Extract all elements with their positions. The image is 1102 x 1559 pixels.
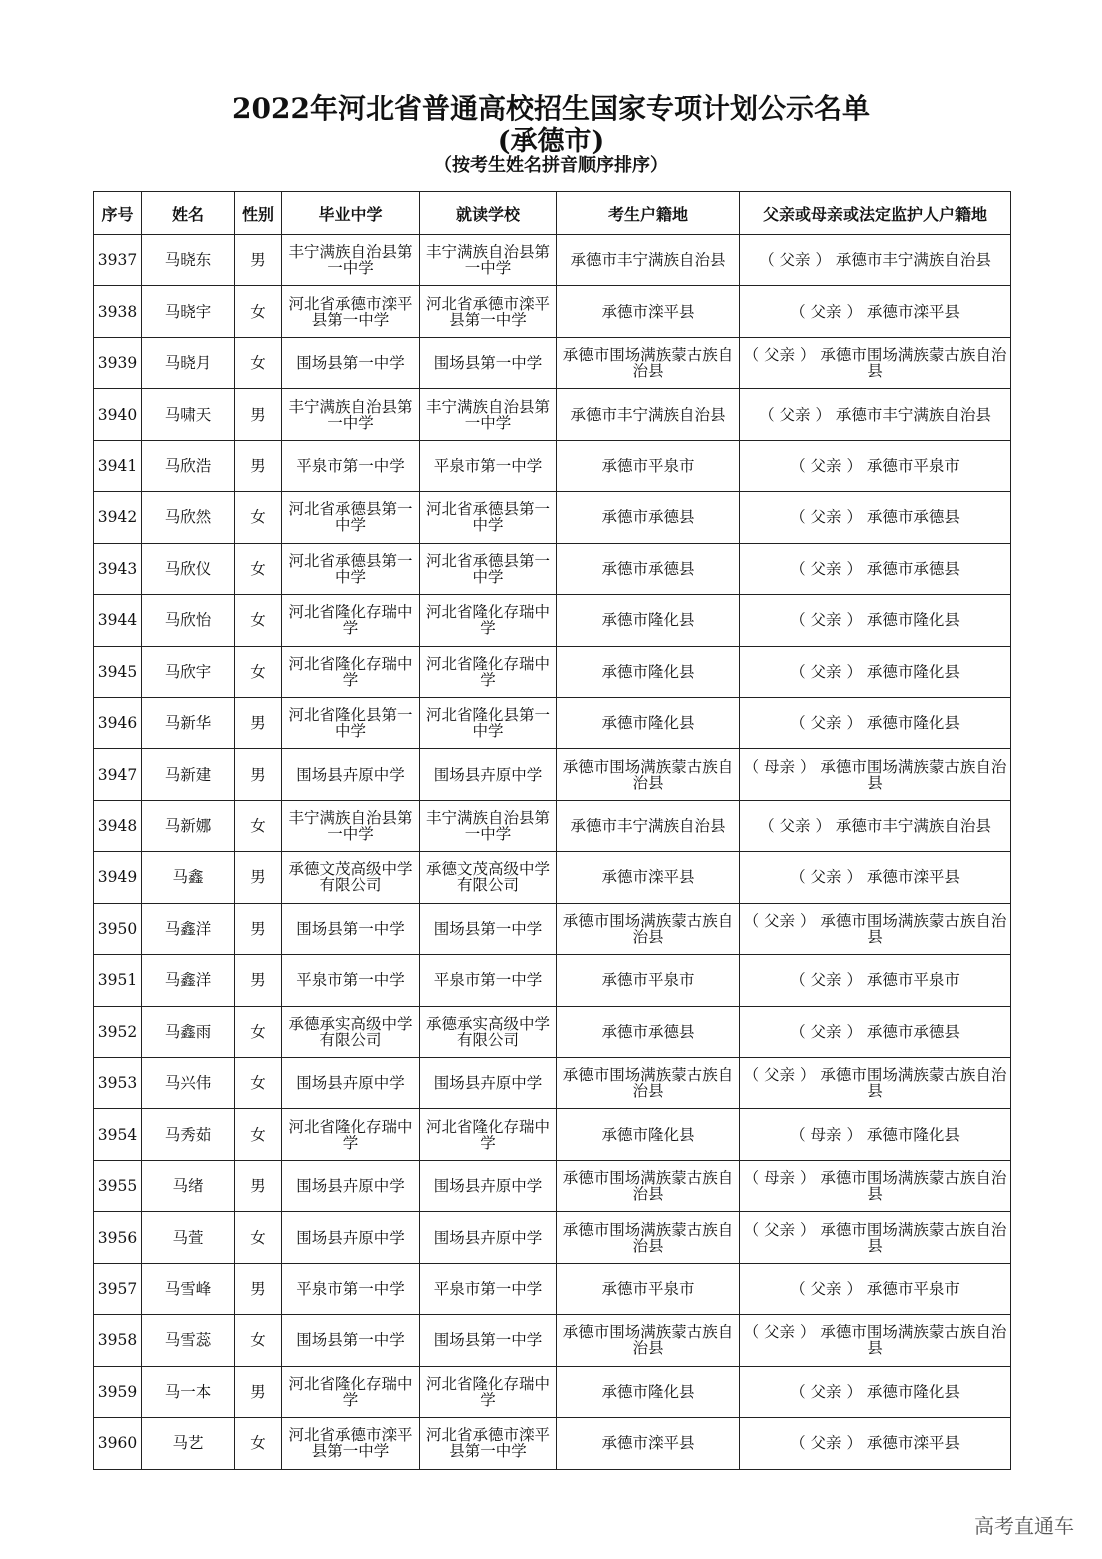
cell-current-school: 河北省承德市滦平县第一中学 <box>420 286 557 337</box>
table-row <box>94 749 1011 800</box>
cell-gender: 男 <box>235 903 282 954</box>
cell-household: 承德市围场满族蒙古族自治县 <box>557 1315 740 1366</box>
cell-household: 承德市丰宁满族自治县 <box>557 235 740 286</box>
cell-guardian-household: （ 父亲 ） 承德市围场满族蒙古族自治县 <box>740 1058 1011 1109</box>
cell-name: 马欣宇 <box>142 646 235 697</box>
column-header-current-school: 就读学校 <box>420 192 557 235</box>
column-header-name: 姓名 <box>142 192 235 235</box>
cell-grad-school: 围场县卉原中学 <box>282 749 420 800</box>
cell-household: 承德市隆化县 <box>557 1366 740 1417</box>
cell-seq: 3958 <box>94 1315 142 1366</box>
cell-gender: 男 <box>235 955 282 1006</box>
cell-household: 承德市隆化县 <box>557 697 740 748</box>
cell-grad-school: 河北省承德县第一中学 <box>282 543 420 594</box>
cell-guardian-household: （ 母亲 ） 承德市围场满族蒙古族自治县 <box>740 749 1011 800</box>
cell-guardian-household: （ 父亲 ） 承德市丰宁满族自治县 <box>740 235 1011 286</box>
cell-grad-school: 河北省承德市滦平县第一中学 <box>282 286 420 337</box>
table-row <box>94 1263 1011 1314</box>
cell-guardian-household: （ 母亲 ） 承德市围场满族蒙古族自治县 <box>740 1160 1011 1211</box>
cell-name: 马鑫洋 <box>142 903 235 954</box>
cell-gender: 女 <box>235 595 282 646</box>
cell-name: 马鑫 <box>142 852 235 903</box>
table-row <box>94 440 1011 491</box>
table-row <box>94 337 1011 388</box>
cell-seq: 3954 <box>94 1109 142 1160</box>
cell-household: 承德市隆化县 <box>557 646 740 697</box>
cell-grad-school: 河北省隆化存瑞中学 <box>282 1109 420 1160</box>
cell-grad-school: 平泉市第一中学 <box>282 1263 420 1314</box>
cell-gender: 女 <box>235 646 282 697</box>
cell-gender: 女 <box>235 1006 282 1057</box>
cell-name: 马兴伟 <box>142 1058 235 1109</box>
cell-name: 马晓东 <box>142 235 235 286</box>
cell-current-school: 承德承实高级中学有限公司 <box>420 1006 557 1057</box>
cell-grad-school: 河北省承德县第一中学 <box>282 492 420 543</box>
cell-seq: 3956 <box>94 1212 142 1263</box>
cell-seq: 3947 <box>94 749 142 800</box>
cell-grad-school: 河北省隆化县第一中学 <box>282 697 420 748</box>
cell-household: 承德市滦平县 <box>557 852 740 903</box>
cell-name: 马萱 <box>142 1212 235 1263</box>
cell-current-school: 围场县第一中学 <box>420 903 557 954</box>
cell-current-school: 承德文茂高级中学有限公司 <box>420 852 557 903</box>
cell-current-school: 平泉市第一中学 <box>420 440 557 491</box>
cell-current-school: 平泉市第一中学 <box>420 955 557 1006</box>
cell-guardian-household: （ 父亲 ） 承德市承德县 <box>740 492 1011 543</box>
cell-current-school: 围场县卉原中学 <box>420 1058 557 1109</box>
cell-current-school: 平泉市第一中学 <box>420 1263 557 1314</box>
cell-name: 马鑫雨 <box>142 1006 235 1057</box>
cell-name: 马一本 <box>142 1366 235 1417</box>
cell-gender: 男 <box>235 697 282 748</box>
table-row <box>94 235 1011 286</box>
watermark: 高考直通车 <box>974 1514 1074 1538</box>
cell-seq: 3943 <box>94 543 142 594</box>
cell-household: 承德市平泉市 <box>557 1263 740 1314</box>
cell-household: 承德市承德县 <box>557 492 740 543</box>
cell-current-school: 围场县卉原中学 <box>420 749 557 800</box>
cell-guardian-household: （ 父亲 ） 承德市围场满族蒙古族自治县 <box>740 1212 1011 1263</box>
cell-name: 马新建 <box>142 749 235 800</box>
cell-household: 承德市丰宁满族自治县 <box>557 389 740 440</box>
cell-gender: 男 <box>235 235 282 286</box>
table-body <box>94 235 1011 1470</box>
cell-seq: 3939 <box>94 337 142 388</box>
cell-guardian-household: （ 父亲 ） 承德市平泉市 <box>740 955 1011 1006</box>
cell-gender: 男 <box>235 1366 282 1417</box>
cell-seq: 3938 <box>94 286 142 337</box>
cell-household: 承德市平泉市 <box>557 955 740 1006</box>
student-list-table <box>93 191 1011 1470</box>
table-row <box>94 1058 1011 1109</box>
table-row <box>94 286 1011 337</box>
cell-current-school: 河北省承德县第一中学 <box>420 492 557 543</box>
cell-gender: 女 <box>235 1315 282 1366</box>
cell-grad-school: 围场县第一中学 <box>282 337 420 388</box>
table-row <box>94 1418 1011 1469</box>
cell-gender: 女 <box>235 543 282 594</box>
cell-household: 承德市围场满族蒙古族自治县 <box>557 1212 740 1263</box>
cell-seq: 3950 <box>94 903 142 954</box>
cell-current-school: 围场县卉原中学 <box>420 1212 557 1263</box>
cell-current-school: 河北省隆化存瑞中学 <box>420 646 557 697</box>
cell-name: 马鑫洋 <box>142 955 235 1006</box>
cell-guardian-household: （ 父亲 ） 承德市平泉市 <box>740 1263 1011 1314</box>
column-header-guardian-household: 父亲或母亲或法定监护人户籍地 <box>740 192 1011 235</box>
cell-grad-school: 围场县第一中学 <box>282 903 420 954</box>
table-row <box>94 1109 1011 1160</box>
cell-seq: 3942 <box>94 492 142 543</box>
cell-current-school: 丰宁满族自治县第一中学 <box>420 235 557 286</box>
cell-name: 马雪蕊 <box>142 1315 235 1366</box>
cell-name: 马欣怡 <box>142 595 235 646</box>
cell-seq: 3960 <box>94 1418 142 1469</box>
cell-grad-school: 围场县第一中学 <box>282 1315 420 1366</box>
cell-current-school: 丰宁满族自治县第一中学 <box>420 800 557 851</box>
cell-name: 马新华 <box>142 697 235 748</box>
cell-grad-school: 河北省隆化存瑞中学 <box>282 646 420 697</box>
cell-seq: 3957 <box>94 1263 142 1314</box>
column-header-household: 考生户籍地 <box>557 192 740 235</box>
cell-current-school: 丰宁满族自治县第一中学 <box>420 389 557 440</box>
page-title: 2022年河北省普通高校招生国家专项计划公示名单 <box>232 92 870 125</box>
cell-gender: 女 <box>235 337 282 388</box>
cell-name: 马欣浩 <box>142 440 235 491</box>
cell-seq: 3955 <box>94 1160 142 1211</box>
cell-name: 马绪 <box>142 1160 235 1211</box>
cell-current-school: 河北省承德县第一中学 <box>420 543 557 594</box>
table-row <box>94 1212 1011 1263</box>
cell-name: 马啸天 <box>142 389 235 440</box>
table-row <box>94 492 1011 543</box>
cell-household: 承德市平泉市 <box>557 440 740 491</box>
page-subtitle-city: (承德市) <box>497 126 605 157</box>
cell-name: 马晓月 <box>142 337 235 388</box>
cell-current-school: 河北省隆化存瑞中学 <box>420 1366 557 1417</box>
cell-household: 承德市滦平县 <box>557 1418 740 1469</box>
cell-seq: 3952 <box>94 1006 142 1057</box>
cell-household: 承德市隆化县 <box>557 595 740 646</box>
table-row <box>94 1006 1011 1057</box>
cell-household: 承德市隆化县 <box>557 1109 740 1160</box>
cell-current-school: 河北省隆化县第一中学 <box>420 697 557 748</box>
cell-gender: 女 <box>235 800 282 851</box>
cell-name: 马秀茹 <box>142 1109 235 1160</box>
cell-grad-school: 平泉市第一中学 <box>282 955 420 1006</box>
cell-name: 马欣仪 <box>142 543 235 594</box>
cell-current-school: 围场县第一中学 <box>420 337 557 388</box>
cell-guardian-household: （ 父亲 ） 承德市滦平县 <box>740 852 1011 903</box>
cell-seq: 3948 <box>94 800 142 851</box>
cell-name: 马雪峰 <box>142 1263 235 1314</box>
cell-gender: 男 <box>235 749 282 800</box>
cell-grad-school: 围场县卉原中学 <box>282 1160 420 1211</box>
column-header-grad-school: 毕业中学 <box>282 192 420 235</box>
cell-seq: 3944 <box>94 595 142 646</box>
cell-grad-school: 承德文茂高级中学有限公司 <box>282 852 420 903</box>
table-row <box>94 1366 1011 1417</box>
cell-grad-school: 河北省承德市滦平县第一中学 <box>282 1418 420 1469</box>
cell-household: 承德市承德县 <box>557 1006 740 1057</box>
table-row <box>94 595 1011 646</box>
cell-current-school: 围场县卉原中学 <box>420 1160 557 1211</box>
cell-household: 承德市围场满族蒙古族自治县 <box>557 337 740 388</box>
cell-gender: 女 <box>235 1058 282 1109</box>
cell-gender: 男 <box>235 1263 282 1314</box>
table-row <box>94 903 1011 954</box>
cell-current-school: 河北省隆化存瑞中学 <box>420 1109 557 1160</box>
table-row <box>94 389 1011 440</box>
cell-guardian-household: （ 父亲 ） 承德市隆化县 <box>740 646 1011 697</box>
cell-grad-school: 河北省隆化存瑞中学 <box>282 595 420 646</box>
cell-grad-school: 河北省隆化存瑞中学 <box>282 1366 420 1417</box>
cell-guardian-household: （ 父亲 ） 承德市围场满族蒙古族自治县 <box>740 903 1011 954</box>
cell-name: 马欣然 <box>142 492 235 543</box>
cell-guardian-household: （ 父亲 ） 承德市承德县 <box>740 543 1011 594</box>
cell-grad-school: 承德承实高级中学有限公司 <box>282 1006 420 1057</box>
cell-grad-school: 丰宁满族自治县第一中学 <box>282 235 420 286</box>
cell-household: 承德市承德县 <box>557 543 740 594</box>
cell-gender: 女 <box>235 286 282 337</box>
table-row <box>94 646 1011 697</box>
cell-seq: 3953 <box>94 1058 142 1109</box>
cell-guardian-household: （ 父亲 ） 承德市滦平县 <box>740 1418 1011 1469</box>
cell-seq: 3940 <box>94 389 142 440</box>
cell-household: 承德市围场满族蒙古族自治县 <box>557 1160 740 1211</box>
cell-household: 承德市滦平县 <box>557 286 740 337</box>
cell-gender: 女 <box>235 1212 282 1263</box>
cell-household: 承德市围场满族蒙古族自治县 <box>557 903 740 954</box>
page-subtitle-sort-note: （按考生姓名拼音顺序排序） <box>434 155 668 176</box>
cell-gender: 女 <box>235 1109 282 1160</box>
table-row <box>94 543 1011 594</box>
cell-guardian-household: （ 父亲 ） 承德市丰宁满族自治县 <box>740 800 1011 851</box>
cell-gender: 男 <box>235 1160 282 1211</box>
cell-guardian-household: （ 父亲 ） 承德市围场满族蒙古族自治县 <box>740 337 1011 388</box>
table-row <box>94 955 1011 1006</box>
cell-household: 承德市围场满族蒙古族自治县 <box>557 1058 740 1109</box>
table-row <box>94 1315 1011 1366</box>
cell-guardian-household: （ 父亲 ） 承德市平泉市 <box>740 440 1011 491</box>
cell-name: 马晓宇 <box>142 286 235 337</box>
cell-guardian-household: （ 父亲 ） 承德市隆化县 <box>740 595 1011 646</box>
cell-guardian-household: （ 父亲 ） 承德市承德县 <box>740 1006 1011 1057</box>
cell-current-school: 河北省隆化存瑞中学 <box>420 595 557 646</box>
cell-guardian-household: （ 父亲 ） 承德市丰宁满族自治县 <box>740 389 1011 440</box>
cell-name: 马艺 <box>142 1418 235 1469</box>
cell-gender: 男 <box>235 852 282 903</box>
cell-seq: 3951 <box>94 955 142 1006</box>
cell-gender: 女 <box>235 492 282 543</box>
cell-grad-school: 围场县卉原中学 <box>282 1212 420 1263</box>
cell-seq: 3945 <box>94 646 142 697</box>
cell-name: 马新娜 <box>142 800 235 851</box>
cell-guardian-household: （ 父亲 ） 承德市隆化县 <box>740 1366 1011 1417</box>
cell-grad-school: 丰宁满族自治县第一中学 <box>282 389 420 440</box>
column-header-seq: 序号 <box>94 192 142 235</box>
cell-guardian-household: （ 父亲 ） 承德市隆化县 <box>740 697 1011 748</box>
cell-grad-school: 平泉市第一中学 <box>282 440 420 491</box>
cell-current-school: 河北省承德市滦平县第一中学 <box>420 1418 557 1469</box>
cell-current-school: 围场县第一中学 <box>420 1315 557 1366</box>
cell-household: 承德市丰宁满族自治县 <box>557 800 740 851</box>
cell-seq: 3946 <box>94 697 142 748</box>
cell-gender: 女 <box>235 1418 282 1469</box>
cell-guardian-household: （ 父亲 ） 承德市围场满族蒙古族自治县 <box>740 1315 1011 1366</box>
cell-seq: 3941 <box>94 440 142 491</box>
cell-guardian-household: （ 父亲 ） 承德市滦平县 <box>740 286 1011 337</box>
cell-seq: 3937 <box>94 235 142 286</box>
cell-grad-school: 丰宁满族自治县第一中学 <box>282 800 420 851</box>
table-row <box>94 697 1011 748</box>
cell-gender: 男 <box>235 440 282 491</box>
cell-seq: 3959 <box>94 1366 142 1417</box>
cell-grad-school: 围场县卉原中学 <box>282 1058 420 1109</box>
cell-gender: 男 <box>235 389 282 440</box>
table-header-row <box>94 192 1011 235</box>
cell-guardian-household: （ 母亲 ） 承德市隆化县 <box>740 1109 1011 1160</box>
cell-seq: 3949 <box>94 852 142 903</box>
table-row <box>94 1160 1011 1211</box>
table-row <box>94 800 1011 851</box>
column-header-gender: 性别 <box>235 192 282 235</box>
cell-household: 承德市围场满族蒙古族自治县 <box>557 749 740 800</box>
table-row <box>94 852 1011 903</box>
